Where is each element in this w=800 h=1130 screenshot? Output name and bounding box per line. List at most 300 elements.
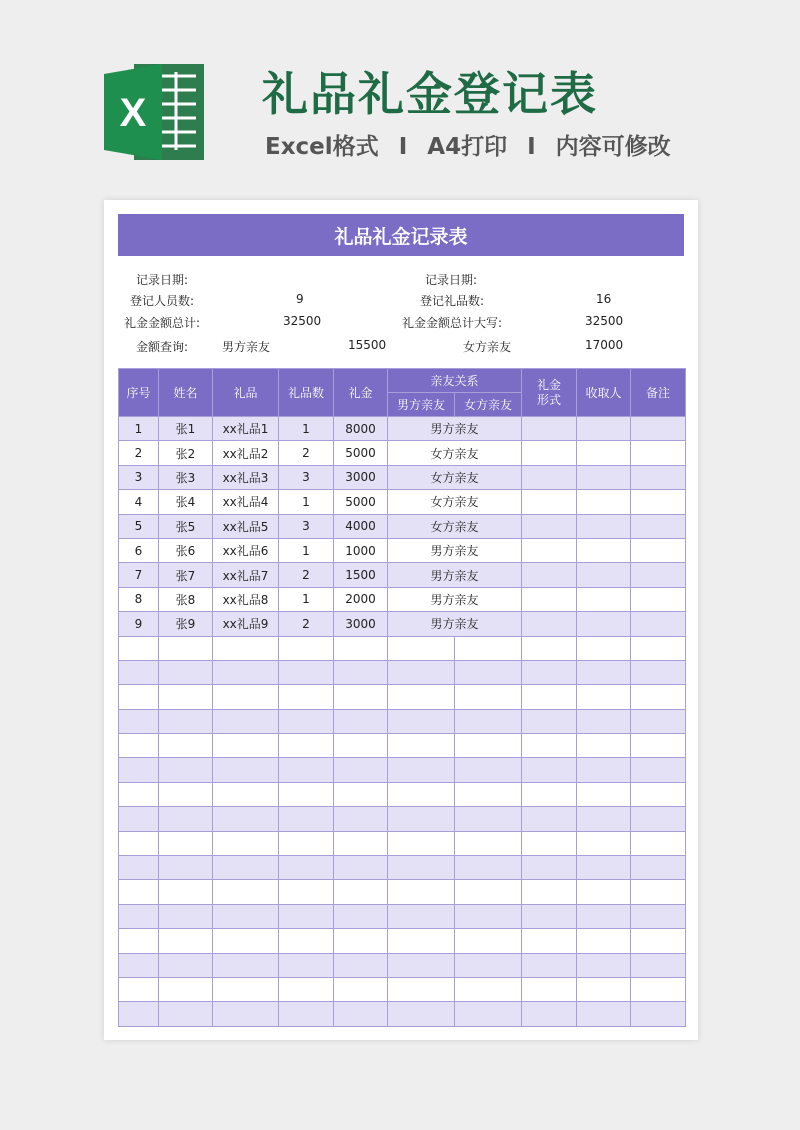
cell-gift-count: [279, 880, 334, 904]
cell-receiver: [577, 977, 631, 1001]
cell-bride-side: [455, 660, 522, 684]
cell-groom-side: [388, 758, 455, 782]
cell-money-form: [522, 880, 577, 904]
cell-gift: [213, 953, 279, 977]
subtitle-separator: I: [398, 134, 408, 160]
gift-count-value: 16: [596, 292, 612, 306]
table-row: [119, 587, 686, 611]
table-row: [119, 953, 686, 977]
cell-receiver: [577, 636, 631, 660]
table-row: [119, 465, 686, 489]
cell-name: [159, 856, 213, 880]
cell-receiver: [577, 685, 631, 709]
cell-name: [159, 758, 213, 782]
cell-gift: [213, 856, 279, 880]
cell-name: [159, 734, 213, 758]
cell-receiver: [577, 831, 631, 855]
cell-gift-count: [279, 1002, 334, 1026]
cell-money-form: [522, 660, 577, 684]
table-row: [119, 709, 686, 733]
table-row: [119, 538, 686, 562]
cell-money-form: [522, 685, 577, 709]
cell-name: 张9: [159, 612, 213, 636]
cell-name: 张3: [159, 465, 213, 489]
cell-bride-side: [455, 636, 522, 660]
cell-note: [631, 734, 686, 758]
cell-note: [631, 929, 686, 953]
cell-seq: [119, 929, 159, 953]
cell-name: 张6: [159, 538, 213, 562]
cell-gift-count: 2: [279, 612, 334, 636]
cell-receiver: [577, 953, 631, 977]
cell-seq: [119, 856, 159, 880]
cell-gift: [213, 807, 279, 831]
cell-bride-side: [455, 782, 522, 806]
cell-groom-side: [388, 782, 455, 806]
header-money-form: 礼金 形式: [522, 369, 577, 417]
cell-money-form: [522, 953, 577, 977]
cell-name: 张8: [159, 587, 213, 611]
cell-seq: [119, 831, 159, 855]
cell-gift: [213, 929, 279, 953]
table-row: [119, 856, 686, 880]
record-date-label-2: 记录日期:: [425, 273, 478, 287]
cell-relation: 男方亲友: [388, 612, 522, 636]
cell-money-form: [522, 563, 577, 587]
cell-note: [631, 831, 686, 855]
cell-gift-count: [279, 636, 334, 660]
header-name: 姓名: [159, 369, 213, 417]
cell-receiver: [577, 904, 631, 928]
table-row: [119, 417, 686, 441]
total-amount-label: 礼金金额总计:: [124, 316, 201, 330]
cell-gift: [213, 880, 279, 904]
cell-money: 2000: [334, 587, 388, 611]
cell-note: [631, 514, 686, 538]
cell-seq: 5: [119, 514, 159, 538]
cell-gift-count: [279, 977, 334, 1001]
cell-money-form: [522, 612, 577, 636]
table-row: [119, 563, 686, 587]
cell-relation: 女方亲友: [388, 441, 522, 465]
cell-gift: xx礼品6: [213, 538, 279, 562]
cell-seq: 8: [119, 587, 159, 611]
cell-receiver: [577, 1002, 631, 1026]
cell-groom-side: [388, 831, 455, 855]
cell-gift-count: 3: [279, 465, 334, 489]
excel-icon: [104, 64, 204, 160]
cell-note: [631, 977, 686, 1001]
cell-name: [159, 636, 213, 660]
cell-name: [159, 807, 213, 831]
cell-name: [159, 660, 213, 684]
cell-bride-side: [455, 1002, 522, 1026]
amount-query-label: 金额查询:: [136, 340, 189, 354]
cell-name: [159, 929, 213, 953]
cell-money: 5000: [334, 441, 388, 465]
cell-receiver: [577, 514, 631, 538]
cell-money: [334, 977, 388, 1001]
cell-gift-count: 2: [279, 563, 334, 587]
cell-gift-count: [279, 782, 334, 806]
cell-gift-count: 1: [279, 587, 334, 611]
cell-money: [334, 636, 388, 660]
cell-money: 3000: [334, 465, 388, 489]
cell-gift-count: [279, 709, 334, 733]
cell-gift-count: [279, 734, 334, 758]
cell-receiver: [577, 563, 631, 587]
cell-note: [631, 465, 686, 489]
cell-name: [159, 977, 213, 1001]
cell-seq: 2: [119, 441, 159, 465]
cell-seq: 7: [119, 563, 159, 587]
cell-name: 张1: [159, 417, 213, 441]
bride-side-label: 女方亲友: [463, 340, 512, 354]
cell-gift-count: 1: [279, 417, 334, 441]
cell-receiver: [577, 441, 631, 465]
cell-receiver: [577, 587, 631, 611]
cell-gift: [213, 734, 279, 758]
cell-name: [159, 709, 213, 733]
cell-gift: [213, 709, 279, 733]
cell-seq: [119, 1002, 159, 1026]
cell-money: [334, 782, 388, 806]
table-body: [119, 417, 686, 1027]
cell-gift: xx礼品1: [213, 417, 279, 441]
header-receiver: 收取人: [577, 369, 631, 417]
table-row: [119, 636, 686, 660]
cell-relation: 男方亲友: [388, 538, 522, 562]
cell-bride-side: [455, 856, 522, 880]
cell-relation: 女方亲友: [388, 465, 522, 489]
cell-note: [631, 856, 686, 880]
page-header: [0, 0, 800, 190]
table-row: [119, 660, 686, 684]
cell-money: [334, 685, 388, 709]
cell-relation: 男方亲友: [388, 417, 522, 441]
cell-bride-side: [455, 977, 522, 1001]
groom-side-value: 15500: [348, 338, 387, 352]
cell-seq: [119, 880, 159, 904]
cell-note: [631, 587, 686, 611]
cell-money-form: [522, 929, 577, 953]
cell-gift: [213, 782, 279, 806]
cell-money: [334, 734, 388, 758]
cell-gift-count: [279, 685, 334, 709]
cell-bride-side: [455, 880, 522, 904]
bride-side-value: 17000: [585, 338, 624, 352]
cell-money: [334, 1002, 388, 1026]
cell-money-form: [522, 758, 577, 782]
table-row: [119, 782, 686, 806]
cell-money-form: [522, 441, 577, 465]
table-row: [119, 904, 686, 928]
page-subtitle: [265, 128, 671, 161]
cell-receiver: [577, 465, 631, 489]
header-relation: 亲友关系: [388, 369, 522, 393]
cell-note: [631, 1002, 686, 1026]
cell-name: [159, 831, 213, 855]
cell-name: 张7: [159, 563, 213, 587]
cell-gift: xx礼品8: [213, 587, 279, 611]
page-title: 礼品礼金登记表: [262, 67, 598, 121]
cell-relation: 女方亲友: [388, 514, 522, 538]
cell-money: 8000: [334, 417, 388, 441]
cell-money-form: [522, 514, 577, 538]
cell-receiver: [577, 417, 631, 441]
logo-letter: X: [119, 91, 147, 135]
cell-seq: 4: [119, 490, 159, 514]
subtitle-separator: I: [527, 134, 536, 160]
cell-bride-side: [455, 929, 522, 953]
header-gift-count: 礼品数: [279, 369, 334, 417]
cell-note: [631, 612, 686, 636]
cell-receiver: [577, 758, 631, 782]
cell-name: [159, 904, 213, 928]
sheet-title: 礼品礼金记录表: [118, 214, 684, 256]
table-row: [119, 977, 686, 1001]
cell-groom-side: [388, 709, 455, 733]
cell-money-form: [522, 831, 577, 855]
cell-receiver: [577, 807, 631, 831]
cell-money-form: [522, 636, 577, 660]
cell-groom-side: [388, 929, 455, 953]
total-amount-upper-label: 礼金金额总计大写:: [402, 316, 503, 330]
cell-gift: xx礼品2: [213, 441, 279, 465]
cell-seq: 3: [119, 465, 159, 489]
cell-money: 4000: [334, 514, 388, 538]
subtitle-format: Excel格式: [265, 134, 379, 160]
table-row: [119, 734, 686, 758]
gift-count-label: 登记礼品数:: [420, 294, 485, 308]
cell-seq: [119, 709, 159, 733]
cell-money: 1500: [334, 563, 388, 587]
cell-receiver: [577, 782, 631, 806]
cell-gift: [213, 685, 279, 709]
cell-note: [631, 709, 686, 733]
cell-money: [334, 856, 388, 880]
record-date-label: 记录日期:: [136, 273, 189, 287]
cell-groom-side: [388, 807, 455, 831]
table-header: [119, 369, 686, 417]
cell-receiver: [577, 856, 631, 880]
cell-gift-count: [279, 807, 334, 831]
cell-note: [631, 538, 686, 562]
cell-seq: [119, 977, 159, 1001]
cell-gift: [213, 1002, 279, 1026]
cell-seq: [119, 953, 159, 977]
cell-groom-side: [388, 953, 455, 977]
cell-money-form: [522, 1002, 577, 1026]
cell-seq: [119, 758, 159, 782]
cell-note: [631, 880, 686, 904]
cell-note: [631, 758, 686, 782]
cell-name: 张2: [159, 441, 213, 465]
cell-gift-count: [279, 953, 334, 977]
cell-note: [631, 953, 686, 977]
cell-gift-count: [279, 660, 334, 684]
table-row: [119, 514, 686, 538]
cell-gift-count: [279, 831, 334, 855]
cell-note: [631, 563, 686, 587]
cell-seq: 1: [119, 417, 159, 441]
cell-seq: [119, 660, 159, 684]
table-row: [119, 685, 686, 709]
table-row: [119, 807, 686, 831]
header-bride-side: 女方亲友: [455, 393, 522, 417]
cell-money-form: [522, 465, 577, 489]
cell-groom-side: [388, 734, 455, 758]
cell-gift-count: 1: [279, 538, 334, 562]
cell-money-form: [522, 587, 577, 611]
cell-note: [631, 490, 686, 514]
table-row: [119, 880, 686, 904]
cell-gift-count: [279, 929, 334, 953]
table-row: [119, 441, 686, 465]
cell-money-form: [522, 734, 577, 758]
cell-gift: xx礼品3: [213, 465, 279, 489]
recorder-count-label: 登记人员数:: [130, 294, 195, 308]
cell-money-form: [522, 538, 577, 562]
gift-record-table: [118, 368, 686, 1027]
cell-groom-side: [388, 904, 455, 928]
cell-seq: [119, 734, 159, 758]
cell-gift: [213, 977, 279, 1001]
total-amount-upper-value: 32500: [585, 314, 624, 328]
cell-seq: [119, 636, 159, 660]
cell-bride-side: [455, 734, 522, 758]
cell-gift: [213, 758, 279, 782]
cell-name: [159, 685, 213, 709]
cell-gift-count: 2: [279, 441, 334, 465]
cell-name: [159, 782, 213, 806]
cell-money-form: [522, 490, 577, 514]
groom-side-label: 男方亲友: [222, 340, 271, 354]
cell-receiver: [577, 612, 631, 636]
cell-gift: xx礼品7: [213, 563, 279, 587]
subtitle-print: A4打印: [427, 134, 508, 160]
table-row: [119, 758, 686, 782]
cell-note: [631, 904, 686, 928]
header-groom-side: 男方亲友: [388, 393, 455, 417]
cell-relation: 男方亲友: [388, 587, 522, 611]
cell-money: [334, 904, 388, 928]
cell-money-form: [522, 977, 577, 1001]
table-row: [119, 831, 686, 855]
cell-money: 5000: [334, 490, 388, 514]
cell-money: [334, 758, 388, 782]
cell-bride-side: [455, 758, 522, 782]
table-row: [119, 612, 686, 636]
cell-seq: 9: [119, 612, 159, 636]
cell-seq: [119, 782, 159, 806]
cell-money: [334, 660, 388, 684]
total-amount-value: 32500: [283, 314, 322, 328]
cell-gift-count: [279, 904, 334, 928]
cell-groom-side: [388, 977, 455, 1001]
recorder-count-value: 9: [296, 292, 304, 306]
cell-money: [334, 880, 388, 904]
cell-gift: [213, 660, 279, 684]
cell-seq: [119, 807, 159, 831]
cell-groom-side: [388, 685, 455, 709]
cell-money: 3000: [334, 612, 388, 636]
header-note: 备注: [631, 369, 686, 417]
cell-groom-side: [388, 856, 455, 880]
cell-gift-count: 3: [279, 514, 334, 538]
cell-name: 张5: [159, 514, 213, 538]
cell-note: [631, 782, 686, 806]
cell-name: [159, 1002, 213, 1026]
cell-money: [334, 831, 388, 855]
cell-receiver: [577, 734, 631, 758]
cell-bride-side: [455, 904, 522, 928]
cell-note: [631, 417, 686, 441]
cell-money-form: [522, 904, 577, 928]
cell-bride-side: [455, 831, 522, 855]
cell-seq: 6: [119, 538, 159, 562]
cell-gift-count: 1: [279, 490, 334, 514]
table-row: [119, 929, 686, 953]
cell-seq: [119, 685, 159, 709]
cell-relation: 女方亲友: [388, 490, 522, 514]
cell-money: [334, 807, 388, 831]
cell-note: [631, 441, 686, 465]
cell-receiver: [577, 709, 631, 733]
cell-bride-side: [455, 685, 522, 709]
cell-receiver: [577, 538, 631, 562]
cell-groom-side: [388, 880, 455, 904]
cell-gift-count: [279, 856, 334, 880]
cell-relation: 男方亲友: [388, 563, 522, 587]
table-row: [119, 1002, 686, 1026]
cell-money: [334, 953, 388, 977]
header-money: 礼金: [334, 369, 388, 417]
header-gift: 礼品: [213, 369, 279, 417]
cell-receiver: [577, 929, 631, 953]
cell-gift: [213, 831, 279, 855]
cell-gift: xx礼品9: [213, 612, 279, 636]
cell-receiver: [577, 880, 631, 904]
cell-money: [334, 709, 388, 733]
cell-bride-side: [455, 953, 522, 977]
cell-note: [631, 685, 686, 709]
cell-money-form: [522, 856, 577, 880]
cell-money-form: [522, 417, 577, 441]
cell-note: [631, 636, 686, 660]
header-seq: 序号: [119, 369, 159, 417]
table-row: [119, 490, 686, 514]
cell-gift: [213, 904, 279, 928]
cell-gift-count: [279, 758, 334, 782]
cell-receiver: [577, 490, 631, 514]
cell-name: [159, 953, 213, 977]
cell-bride-side: [455, 807, 522, 831]
spreadsheet-page: [104, 200, 698, 1040]
cell-note: [631, 660, 686, 684]
cell-receiver: [577, 660, 631, 684]
cell-money-form: [522, 709, 577, 733]
cell-bride-side: [455, 709, 522, 733]
cell-gift: xx礼品5: [213, 514, 279, 538]
cell-money: 1000: [334, 538, 388, 562]
cell-gift: [213, 636, 279, 660]
cell-groom-side: [388, 636, 455, 660]
cell-gift: xx礼品4: [213, 490, 279, 514]
cell-name: 张4: [159, 490, 213, 514]
cell-money: [334, 929, 388, 953]
cell-groom-side: [388, 660, 455, 684]
